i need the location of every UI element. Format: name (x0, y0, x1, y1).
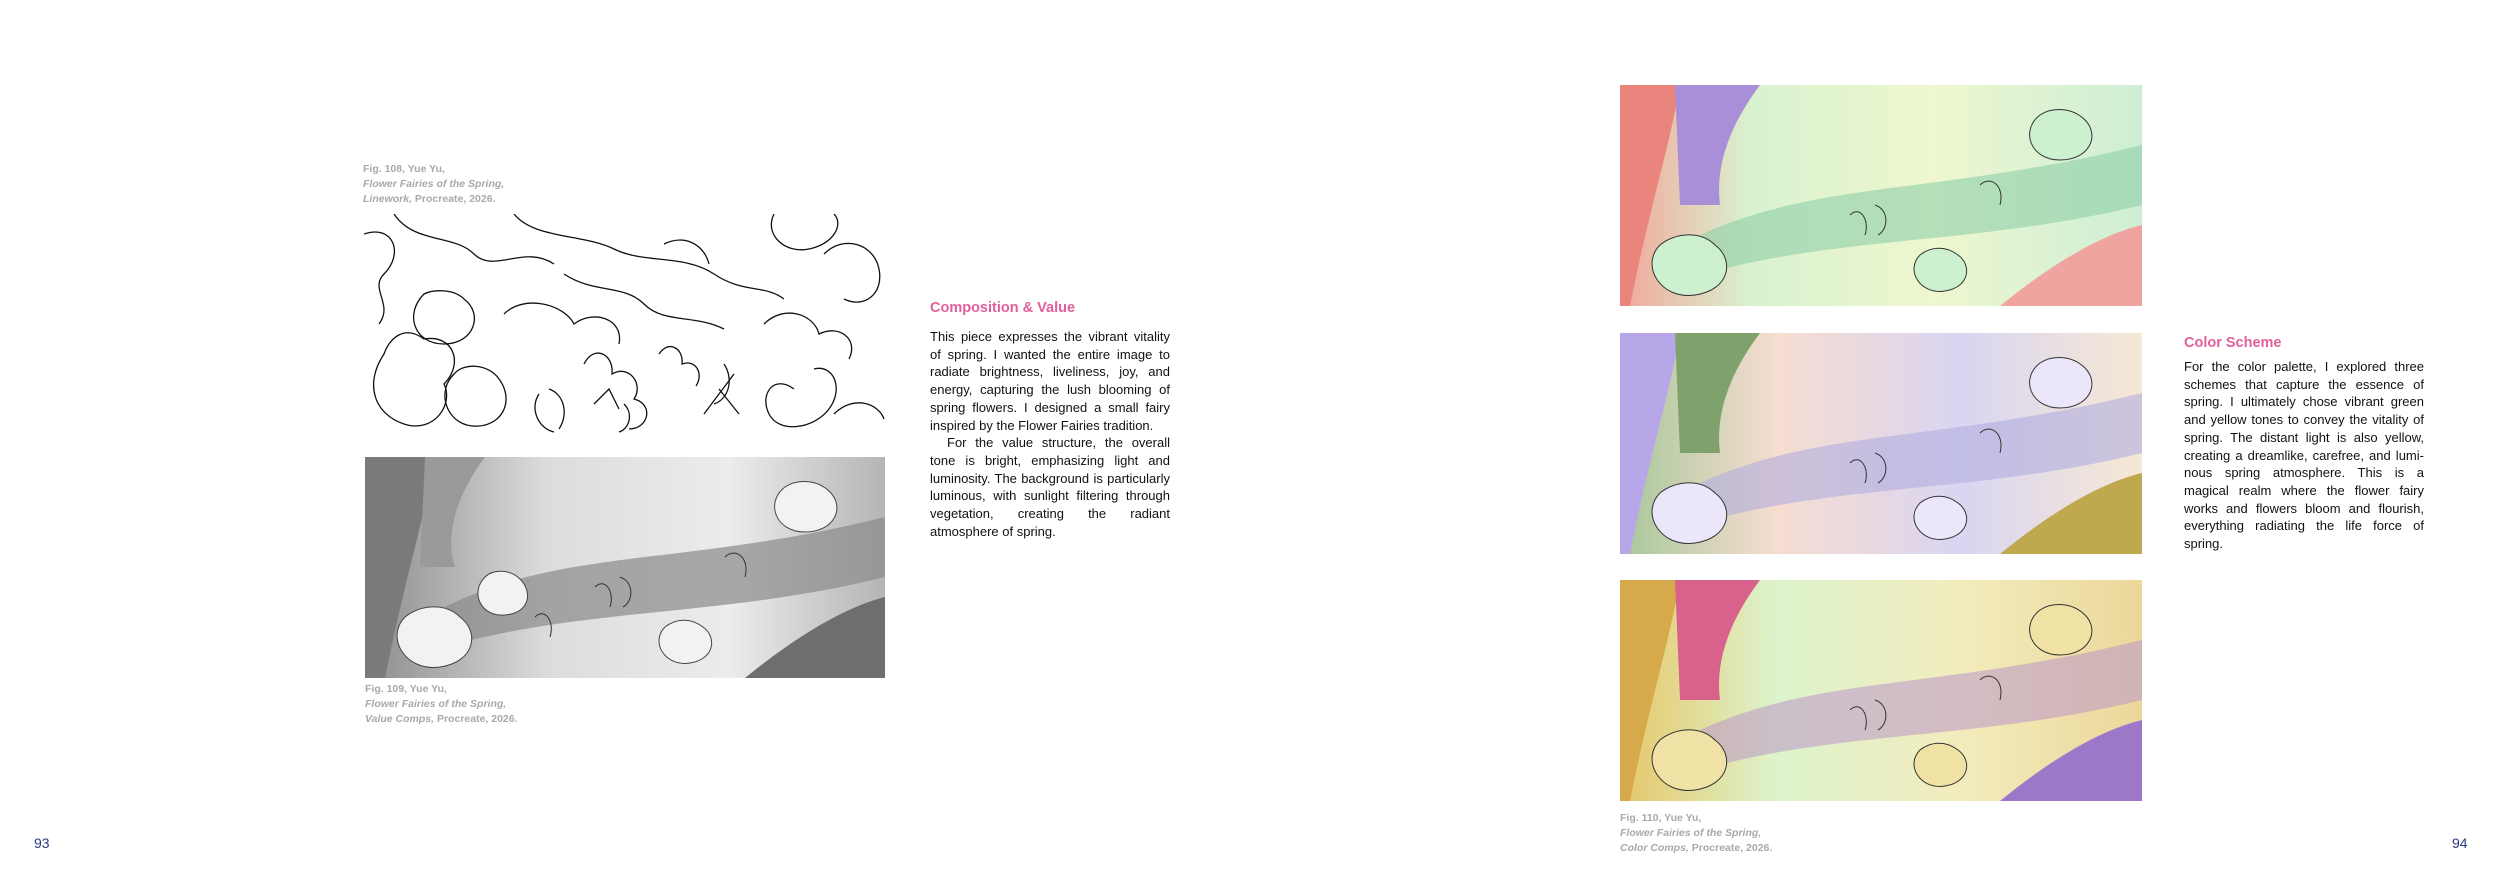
fig109-caption-title: Flower Fairies of the Spring, (365, 698, 507, 710)
fig108-medium-italic: Linework, (363, 193, 413, 205)
color-scheme-para-1: For the color palette, I explored three schemes that capture the essence of spring. I ultimately chose vibrant green and yellow tones to convey the vitality of spring. The distant light is also yellow, creating a dreamlike, carefree, and luminous spring atmosphere. This is a magical realm where the flower fairy works and flowers bloom and flourish, everything radiating the life force of spring. (2184, 359, 2424, 552)
fig109-medium-italic: Value Comps, (365, 713, 435, 725)
fig110-color-comp-3-image (1620, 580, 2142, 801)
fig109-value-comps-image (365, 457, 885, 678)
composition-value-heading: Composition & Value (930, 300, 1076, 316)
fig109-caption-medium (365, 712, 615, 727)
fig109-caption (365, 682, 615, 727)
fig108-caption-line1: Fig. 108, Yue Yu, (363, 163, 445, 175)
fig110-color-comp-1-image (1620, 85, 2142, 306)
fig110-caption-medium (1620, 841, 1870, 856)
fig109-medium-rest: Procreate, 2026. (434, 713, 518, 725)
fig108-caption-medium (363, 192, 613, 207)
fig108-medium-rest: Procreate, 2026. (412, 193, 496, 205)
composition-value-para-1: This piece expresses the vibrant vitality of spring. I wanted the entire image to radiate brightness, liveliness, joy, and energy, capturing the lush blooming of spring flowers. I designed a small fairy inspired by the Flower Fairies tradition. (930, 329, 1170, 433)
color-scheme-body (2184, 358, 2424, 553)
composition-value-para-2: For the value structure, the overall tone is bright, emphasizing light and luminosity. The background is particularly luminous, with sunlight filtering through vegetation, creating the radiant atmosphere of spring. (930, 435, 1170, 539)
composition-value-body (930, 328, 1170, 540)
fig110-medium-italic: Color Comps, (1620, 842, 1689, 854)
fig110-caption-title: Flower Fairies of the Spring, (1620, 827, 1762, 839)
fig110-medium-rest: Procreate, 2026. (1688, 842, 1773, 854)
fig108-caption (363, 162, 613, 207)
page-number-right: 94 (2452, 835, 2468, 851)
fig108-caption-title: Flower Fairies of the Spring, (363, 178, 505, 190)
fig110-caption (1620, 811, 1870, 856)
page-number-left: 93 (34, 835, 50, 851)
fig108-linework-image (364, 214, 885, 436)
fig110-caption-line1: Fig. 110, Yue Yu, (1620, 812, 1702, 824)
fig110-color-comp-2-image (1620, 333, 2142, 554)
fig109-caption-line1: Fig. 109, Yue Yu, (365, 683, 447, 695)
color-scheme-heading: Color Scheme (2184, 335, 2282, 351)
